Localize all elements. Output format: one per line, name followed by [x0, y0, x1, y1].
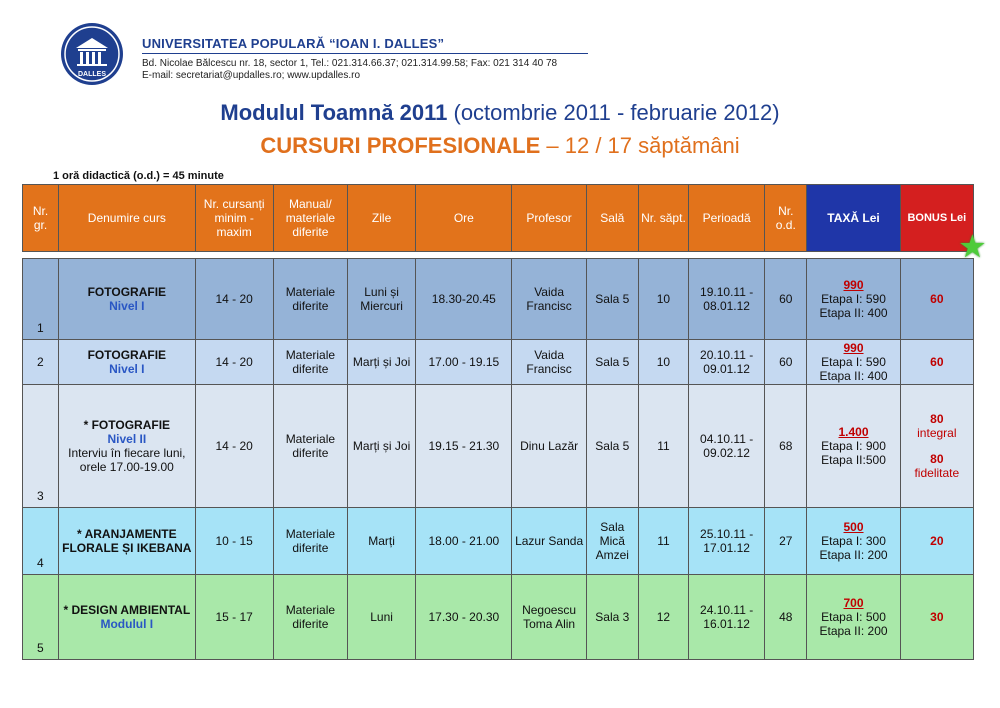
- module-title: [0, 100, 1000, 126]
- row-fee: [807, 575, 900, 660]
- fee-stage-1: Etapa I: 590: [821, 355, 886, 369]
- row-students: 14 - 20: [195, 340, 273, 385]
- row-weeks: 11: [638, 508, 688, 575]
- row-materials: Materiale diferite: [273, 508, 347, 575]
- fee-stage-2: Etapa II: 200: [819, 548, 888, 562]
- row-nr: 2: [23, 340, 59, 385]
- row-period: 24.10.11 - 16.01.12: [689, 575, 765, 660]
- col-bonus: [900, 185, 985, 262]
- row-days: Marți: [347, 508, 415, 575]
- table-row: [23, 575, 974, 660]
- courses-title: [0, 133, 1000, 159]
- fee-stage-2: Etapa II: 400: [819, 306, 888, 320]
- col-course: Denumire curs: [59, 185, 195, 252]
- bonus-type: integral: [917, 426, 957, 440]
- row-hours: 17.00 - 19.15: [416, 340, 512, 385]
- fee-total: 1.400: [838, 425, 869, 439]
- col-hours: Ore: [416, 185, 512, 252]
- table-row: [23, 385, 974, 508]
- logo-text: DALLES: [78, 71, 106, 78]
- courses-title-main: CURSURI PROFESIONALE: [260, 133, 541, 158]
- col-nr-gr: Nr. gr.: [23, 185, 59, 252]
- letterhead: [60, 22, 620, 92]
- row-weeks: 10: [638, 340, 688, 385]
- row-bonus: [900, 340, 973, 385]
- row-nr: 4: [23, 508, 59, 575]
- fee-stage-1: Etapa I: 500: [821, 610, 886, 624]
- col-od: Nr. o.d.: [765, 185, 807, 252]
- row-teacher: Lazur Sanda: [512, 508, 586, 575]
- row-bonus: [900, 575, 973, 660]
- row-room: Sala 5: [586, 340, 638, 385]
- row-hours: 18.00 - 21.00: [416, 508, 512, 575]
- col-fee: TAXĂ Lei: [807, 185, 900, 252]
- row-room: Sala 3: [586, 575, 638, 660]
- bonus-value: 60: [930, 292, 944, 306]
- col-room: Sală: [586, 185, 638, 252]
- fee-total: 700: [843, 596, 864, 610]
- course-name: * ARANJAMENTE FLORALE ȘI IKEBANA: [62, 527, 192, 555]
- row-course: [59, 508, 195, 575]
- row-students: 14 - 20: [195, 385, 273, 508]
- fee-stage-2: Etapa II: 200: [819, 624, 888, 638]
- col-students: Nr. cursanți minim - maxim: [195, 185, 273, 252]
- row-room: Sala 5: [586, 385, 638, 508]
- row-days: Marți și Joi: [347, 340, 415, 385]
- course-name: FOTOGRAFIE: [87, 285, 167, 299]
- row-days: Marți și Joi: [347, 385, 415, 508]
- fee-stage-2: Etapa II:500: [821, 453, 886, 467]
- row-hours: 17.30 - 20.30: [416, 575, 512, 660]
- col-materials: Manual/ materiale diferite: [273, 185, 347, 252]
- module-title-main: Modulul Toamnă 2011: [220, 100, 448, 125]
- courses-title-weeks: – 12 / 17 săptămâni: [540, 133, 740, 158]
- bonus-value: 30: [930, 610, 944, 624]
- row-days: Luni și Miercuri: [347, 259, 415, 340]
- row-fee: [807, 508, 900, 575]
- course-note: Interviu în fiecare luni, orele 17.00-19.00: [68, 446, 186, 474]
- course-level: Nivel I: [109, 362, 145, 376]
- table-row: [23, 259, 974, 340]
- fee-total: 990: [843, 278, 864, 292]
- row-nr: 5: [23, 575, 59, 660]
- row-room: Sala 5: [586, 259, 638, 340]
- table-row: [23, 508, 974, 575]
- bonus-type-2: fidelitate: [914, 466, 960, 480]
- row-course: [59, 340, 195, 385]
- course-level: Nivel I: [109, 299, 145, 313]
- address-line-1: Bd. Nicolae Bălcescu nr. 18, sector 1, Tel.: 021.314.66.37; 021.314.99.58; Fax: 021 314 40 78: [142, 58, 558, 69]
- row-hours: 18.30-20.45: [416, 259, 512, 340]
- header-gap: [23, 252, 974, 259]
- header-divider: [142, 53, 588, 54]
- row-od: 48: [765, 575, 807, 660]
- row-course: [59, 259, 195, 340]
- row-course: [59, 385, 195, 508]
- row-hours: 19.15 - 21.30: [416, 385, 512, 508]
- row-period: 04.10.11 - 09.02.12: [689, 385, 765, 508]
- university-address: [142, 58, 557, 82]
- fee-total: 990: [843, 341, 864, 355]
- row-period: 19.10.11 - 08.01.12: [689, 259, 765, 340]
- university-name: UNIVERSITATEA POPULARĂ “IOAN I. DALLES”: [142, 36, 445, 51]
- row-bonus: [900, 259, 973, 340]
- course-level: Nivel II: [107, 432, 147, 446]
- row-fee: [807, 385, 900, 508]
- row-students: 15 - 17: [195, 575, 273, 660]
- fee-stage-1: Etapa I: 900: [821, 439, 886, 453]
- row-teacher: Dinu Lazăr: [512, 385, 586, 508]
- course-name: * DESIGN AMBIENTAL: [63, 603, 191, 617]
- row-bonus: [900, 508, 973, 575]
- col-days: Zile: [347, 185, 415, 252]
- row-students: 14 - 20: [195, 259, 273, 340]
- row-weeks: 12: [638, 575, 688, 660]
- row-teacher: Negoescu Toma Alin: [512, 575, 586, 660]
- row-weeks: 10: [638, 259, 688, 340]
- row-students: 10 - 15: [195, 508, 273, 575]
- table-row: [23, 340, 974, 385]
- fee-total: 500: [843, 520, 864, 534]
- bonus-value: 60: [930, 355, 944, 369]
- row-materials: Materiale diferite: [273, 259, 347, 340]
- row-teacher: Vaida Francisc: [512, 340, 586, 385]
- header-row: [23, 185, 974, 252]
- row-fee: [807, 259, 900, 340]
- fee-stage-2: Etapa II: 400: [819, 369, 888, 383]
- col-bonus-label: BONUS Lei: [907, 212, 967, 224]
- row-materials: Materiale diferite: [273, 385, 347, 508]
- bonus-value: 20: [930, 534, 944, 548]
- row-days: Luni: [347, 575, 415, 660]
- row-od: 68: [765, 385, 807, 508]
- star-icon: ★: [959, 231, 985, 262]
- fee-stage-1: Etapa I: 300: [821, 534, 886, 548]
- row-weeks: 11: [638, 385, 688, 508]
- row-od: 60: [765, 259, 807, 340]
- address-line-2: E-mail: secretariat@updalles.ro; www.updalles.ro: [142, 70, 361, 81]
- row-room: Sala Mică Amzei: [586, 508, 638, 575]
- row-od: 60: [765, 340, 807, 385]
- course-name: * FOTOGRAFIE: [83, 418, 171, 432]
- col-weeks: Nr. săpt.: [638, 185, 688, 252]
- course-name: FOTOGRAFIE: [87, 348, 167, 362]
- courses-table: [22, 184, 985, 660]
- row-course: [59, 575, 195, 660]
- row-nr: 3: [23, 385, 59, 508]
- university-logo: [60, 22, 124, 86]
- row-bonus: [900, 385, 973, 508]
- didactic-hour-note: 1 oră didactică (o.d.) = 45 minute: [53, 170, 224, 182]
- course-level: Modulul I: [100, 617, 154, 631]
- row-nr: 1: [23, 259, 59, 340]
- row-period: 20.10.11 - 09.01.12: [689, 340, 765, 385]
- row-teacher: Vaida Francisc: [512, 259, 586, 340]
- row-materials: Materiale diferite: [273, 575, 347, 660]
- bonus-value-2: 80: [930, 452, 944, 466]
- row-period: 25.10.11 - 17.01.12: [689, 508, 765, 575]
- fee-stage-1: Etapa I: 590: [821, 292, 886, 306]
- row-materials: Materiale diferite: [273, 340, 347, 385]
- col-teacher: Profesor: [512, 185, 586, 252]
- row-od: 27: [765, 508, 807, 575]
- module-title-period: (octombrie 2011 - februarie 2012): [447, 100, 780, 125]
- row-fee: [807, 340, 900, 385]
- bonus-value: 80: [930, 412, 944, 426]
- col-period: Perioadă: [689, 185, 765, 252]
